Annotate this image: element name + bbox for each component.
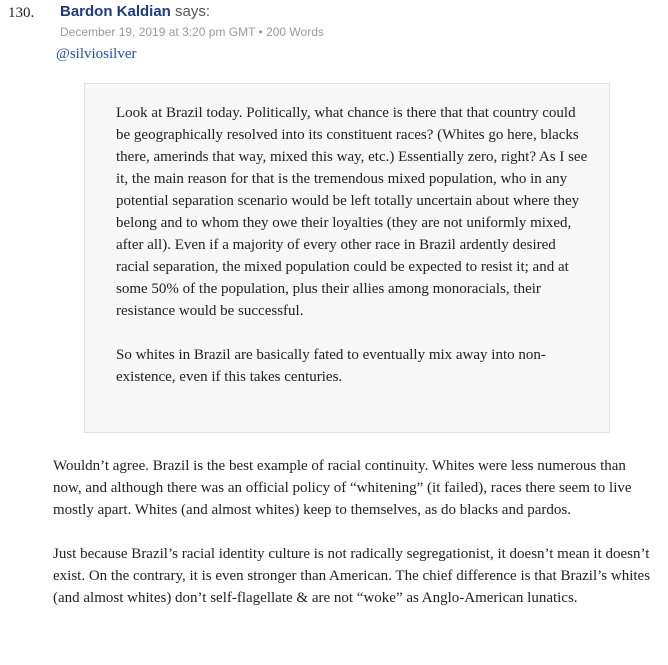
author-line xyxy=(60,3,210,20)
comment-meta: December 19, 2019 at 3:20 pm GMT • 200 Words xyxy=(60,25,324,39)
body-paragraph: Wouldn’t agree. Brazil is the best example of racial continuity. Whites were less numerous than now, and although there was an official policy of “whitening” (it failed), races there seem to live mostly apart. Whites (and almost whites) keep to themselves, as do blacks and pardos. xyxy=(53,458,632,518)
says-label: says: xyxy=(175,3,211,20)
body-paragraph: Just because Brazil’s racial identity culture is not radically segregationist, it doesn’t mean it doesn’t exist. On the contrary, it is even stronger than American. The chief difference is that Brazil’s whites (and almost whites) don’t self-flagellate & are not “woke” as Anglo-American lunatics. xyxy=(53,546,651,606)
blockquote xyxy=(84,83,610,433)
comment-number: 130. xyxy=(8,5,35,21)
reply-to-link[interactable]: @silviosilver xyxy=(56,46,137,62)
quote-paragraph: So whites in Brazil are basically fated to eventually mix away into non-existence, even if this takes centuries. xyxy=(116,347,546,385)
quote-paragraph: Look at Brazil today. Politically, what chance is there that that country could be geographically resolved into its constituent races? (Whites go here, blacks there, amerinds that way, mixed this way, etc.) Essentially zero, right? As I see it, the main reason for that is the tremendous mixed population, who in any potential separation scenario would be left totally uncertain about where they belong and to whom they owe their loyalties (they are not uniformly mixed, after all). Even if a majority of every other race in Brazil ardently desired racial separation, the mixed population could be expected to resist it; and at some 50% of the population, plus their allies among monoracials, their resistance would be successful. xyxy=(116,105,588,319)
comment-body xyxy=(53,455,653,631)
author-link[interactable]: Bardon Kaldian xyxy=(60,3,171,20)
